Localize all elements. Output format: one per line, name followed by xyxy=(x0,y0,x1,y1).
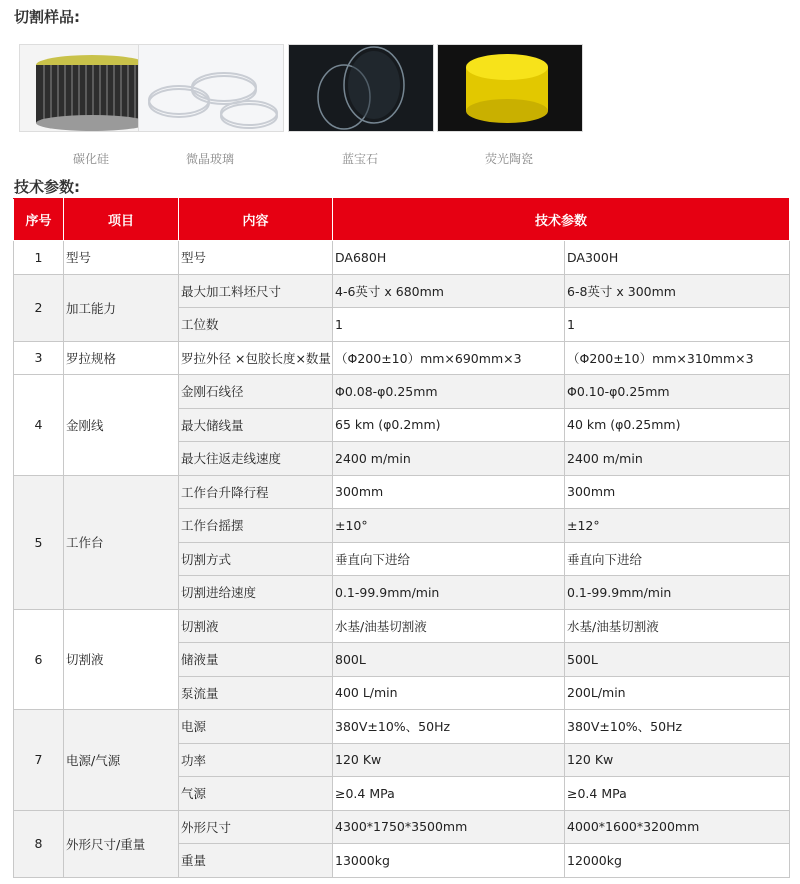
content-cell: 泵流量 xyxy=(179,676,333,710)
content-cell: 功率 xyxy=(179,743,333,777)
content-cell: 最大储线量 xyxy=(179,408,333,442)
spec-table-header xyxy=(14,199,790,241)
value-a-cell: （Φ200±10）mm×690mm×3 xyxy=(333,341,565,375)
value-a-cell: 0.1-99.9mm/min xyxy=(333,576,565,610)
specs-title: 技术参数: xyxy=(14,178,80,196)
value-b-cell: 120 Kw xyxy=(565,743,790,777)
value-a-cell: DA680H xyxy=(333,241,565,275)
content-cell: 最大加工料坯尺寸 xyxy=(179,274,333,308)
content-cell: 气源 xyxy=(179,777,333,811)
header-item: 项目 xyxy=(64,199,179,241)
item-cell: 外形尺寸/重量 xyxy=(64,810,179,877)
sample-label: 碳化硅 xyxy=(72,152,109,166)
value-b-cell: 2400 m/min xyxy=(565,442,790,476)
table-row xyxy=(14,810,790,844)
seq-cell: 4 xyxy=(14,375,64,476)
value-a-cell: Φ0.08-φ0.25mm xyxy=(333,375,565,409)
value-b-cell: 12000kg xyxy=(565,844,790,878)
value-b-cell: ≥0.4 MPa xyxy=(565,777,790,811)
seq-cell: 3 xyxy=(14,341,64,375)
samples-title: 切割样品: xyxy=(14,8,80,26)
value-a-cell: 4300*1750*3500mm xyxy=(333,810,565,844)
value-b-cell: 水基/油基切割液 xyxy=(565,609,790,643)
seq-cell: 5 xyxy=(14,475,64,609)
value-a-cell: 300mm xyxy=(333,475,565,509)
item-cell: 工作台 xyxy=(64,475,179,609)
sample-image-sapphire xyxy=(288,44,434,132)
value-b-cell: 500L xyxy=(565,643,790,677)
value-a-cell: 800L xyxy=(333,643,565,677)
table-row xyxy=(14,710,790,744)
content-cell: 最大往返走线速度 xyxy=(179,442,333,476)
table-row xyxy=(14,475,790,509)
value-b-cell: （Φ200±10）mm×310mm×3 xyxy=(565,341,790,375)
value-b-cell: Φ0.10-φ0.25mm xyxy=(565,375,790,409)
content-cell: 工作台摇摆 xyxy=(179,509,333,543)
table-row xyxy=(14,341,790,375)
table-row xyxy=(14,609,790,643)
value-b-cell: 垂直向下进给 xyxy=(565,542,790,576)
item-cell: 型号 xyxy=(64,241,179,275)
value-b-cell: 200L/min xyxy=(565,676,790,710)
seq-cell: 8 xyxy=(14,810,64,877)
item-cell: 电源/气源 xyxy=(64,710,179,811)
spec-table xyxy=(13,198,790,878)
seq-cell: 6 xyxy=(14,609,64,710)
value-a-cell: ±10° xyxy=(333,509,565,543)
content-cell: 储液量 xyxy=(179,643,333,677)
table-row xyxy=(14,241,790,275)
value-a-cell: 2400 m/min xyxy=(333,442,565,476)
header-params: 技术参数 xyxy=(333,199,790,241)
table-row xyxy=(14,375,790,409)
content-cell: 重量 xyxy=(179,844,333,878)
content-cell: 切割进给速度 xyxy=(179,576,333,610)
content-cell: 工作台升降行程 xyxy=(179,475,333,509)
sample-image-fluorescent-ceramic xyxy=(437,44,583,132)
value-a-cell: 400 L/min xyxy=(333,676,565,710)
spec-table-body xyxy=(14,241,790,878)
header-seq: 序号 xyxy=(14,199,64,241)
content-cell: 型号 xyxy=(179,241,333,275)
seq-cell: 1 xyxy=(14,241,64,275)
sample-label: 荧光陶瓷 xyxy=(484,152,533,166)
seq-cell: 7 xyxy=(14,710,64,811)
value-a-cell: 120 Kw xyxy=(333,743,565,777)
header-content: 内容 xyxy=(179,199,333,241)
sample-label: 微晶玻璃 xyxy=(185,152,234,166)
item-cell: 罗拉规格 xyxy=(64,341,179,375)
value-b-cell: 380V±10%、50Hz xyxy=(565,710,790,744)
value-b-cell: 6-8英寸 x 300mm xyxy=(565,274,790,308)
value-b-cell: 300mm xyxy=(565,475,790,509)
value-a-cell: 380V±10%、50Hz xyxy=(333,710,565,744)
content-cell: 电源 xyxy=(179,710,333,744)
value-b-cell: DA300H xyxy=(565,241,790,275)
item-cell: 金刚线 xyxy=(64,375,179,476)
value-a-cell: 垂直向下进给 xyxy=(333,542,565,576)
value-b-cell: 40 km (φ0.25mm) xyxy=(565,408,790,442)
content-cell: 工位数 xyxy=(179,308,333,342)
value-b-cell: 1 xyxy=(565,308,790,342)
content-cell: 罗拉外径 ×包胶长度×数量 xyxy=(179,341,333,375)
value-b-cell: 0.1-99.9mm/min xyxy=(565,576,790,610)
content-cell: 外形尺寸 xyxy=(179,810,333,844)
sample-label: 蓝宝石 xyxy=(341,152,378,166)
value-a-cell: 1 xyxy=(333,308,565,342)
seq-cell: 2 xyxy=(14,274,64,341)
table-row xyxy=(14,274,790,308)
sample-image-glass-ceramic xyxy=(138,44,284,132)
value-a-cell: 4-6英寸 x 680mm xyxy=(333,274,565,308)
value-a-cell: ≥0.4 MPa xyxy=(333,777,565,811)
value-a-cell: 水基/油基切割液 xyxy=(333,609,565,643)
item-cell: 切割液 xyxy=(64,609,179,710)
value-a-cell: 13000kg xyxy=(333,844,565,878)
content-cell: 金刚石线径 xyxy=(179,375,333,409)
content-cell: 切割方式 xyxy=(179,542,333,576)
value-b-cell: ±12° xyxy=(565,509,790,543)
content-cell: 切割液 xyxy=(179,609,333,643)
item-cell: 加工能力 xyxy=(64,274,179,341)
value-b-cell: 4000*1600*3200mm xyxy=(565,810,790,844)
value-a-cell: 65 km (φ0.2mm) xyxy=(333,408,565,442)
